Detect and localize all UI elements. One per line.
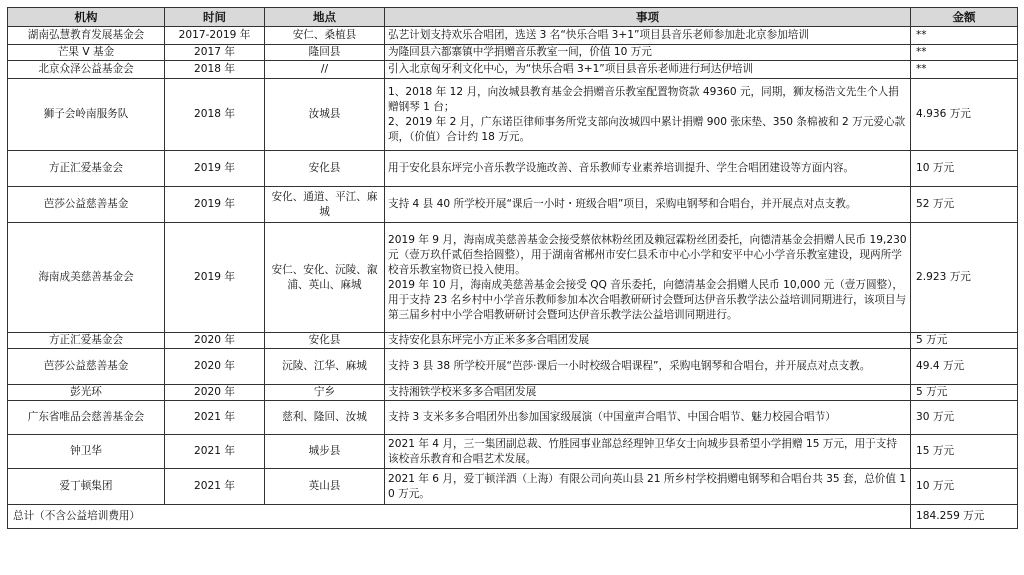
cell-desc <box>385 349 911 385</box>
table-row <box>8 385 1018 401</box>
table-row <box>8 27 1018 45</box>
cell-org: 海南成美慈善基金会 <box>8 223 165 333</box>
cell-time: 2020 年 <box>165 385 265 401</box>
cell-place: 安化县 <box>265 333 385 349</box>
cell-time: 2018 年 <box>165 79 265 151</box>
cell-desc <box>385 61 911 79</box>
desc-paragraph: 2019 年 9 月，海南成美慈善基金会接受蔡依林粉丝团及赖冠霖粉丝团委托，向德清基金会捐赠人民币 19,230 元（壹万玖仟贰佰叁拾圆整），用于湖南省郴州市安仁县禾市中心小学和安平中心小学音乐教室建设，现两所学校音乐教室物资已投入使用。 <box>388 233 907 276</box>
cell-time: 2019 年 <box>165 223 265 333</box>
cell-org: 方正汇爱基金会 <box>8 151 165 187</box>
desc-paragraph: 支持安化县东坪完小方正米多多合唱团发展 <box>388 334 590 346</box>
desc-paragraph: 为隆回县六都寨镇中学捐赠音乐教室一间，价值 10 万元 <box>388 46 652 58</box>
cell-place: 沅陵、江华、麻城 <box>265 349 385 385</box>
table-row <box>8 401 1018 435</box>
cell-desc <box>385 469 911 505</box>
donation-table <box>7 7 1018 529</box>
total-label: 总计（不含公益培训费用） <box>8 505 911 529</box>
cell-amount: 52 万元 <box>911 187 1018 223</box>
cell-org: 狮子会岭南服务队 <box>8 79 165 151</box>
total-row <box>8 505 1018 529</box>
cell-org: 广东省唯品会慈善基金会 <box>8 401 165 435</box>
cell-place: 慈利、隆回、汝城 <box>265 401 385 435</box>
cell-amount: 15 万元 <box>911 435 1018 469</box>
cell-place: // <box>265 61 385 79</box>
table-row <box>8 349 1018 385</box>
cell-time: 2020 年 <box>165 333 265 349</box>
desc-paragraph: 支持湘铁学校米多多合唱团发展 <box>388 386 537 398</box>
table-header <box>8 8 1018 27</box>
cell-desc <box>385 401 911 435</box>
cell-desc <box>385 223 911 333</box>
table-row <box>8 223 1018 333</box>
cell-place: 安仁、桑植县 <box>265 27 385 45</box>
cell-org: 钟卫华 <box>8 435 165 469</box>
desc-paragraph: 2021 年 6 月，爱丁顿洋酒（上海）有限公司向英山县 21 所乡村学校捐赠电钢琴和合唱台共 35 套，总价值 10 万元。 <box>388 472 907 500</box>
desc-paragraph: 支持 3 支米多多合唱团外出参加国家级展演（中国童声合唱节、中国合唱节、魅力校园合唱节） <box>388 411 836 423</box>
desc-paragraph: 用于安化县东坪完小音乐教学设施改善、音乐教师专业素养培训提升、学生合唱团建设等方面内容。 <box>388 162 855 174</box>
cell-place: 隆回县 <box>265 45 385 61</box>
cell-org: 方正汇爱基金会 <box>8 333 165 349</box>
table-row <box>8 151 1018 187</box>
header-row <box>8 8 1018 27</box>
header-desc: 事项 <box>385 8 911 27</box>
table-row <box>8 333 1018 349</box>
cell-place: 汝城县 <box>265 79 385 151</box>
header-place: 地点 <box>265 8 385 27</box>
table-body <box>8 27 1018 529</box>
cell-time: 2021 年 <box>165 435 265 469</box>
desc-paragraph: 引入北京匈牙利文化中心，为“快乐合唱 3+1”项目县音乐老师进行珂达伊培训 <box>388 63 754 75</box>
cell-time: 2019 年 <box>165 187 265 223</box>
table-row <box>8 435 1018 469</box>
cell-place: 安仁、安化、沅陵、溆浦、英山、麻城 <box>265 223 385 333</box>
cell-time: 2020 年 <box>165 349 265 385</box>
header-time: 时间 <box>165 8 265 27</box>
cell-amount: 5 万元 <box>911 385 1018 401</box>
cell-org: 芭莎公益慈善基金 <box>8 187 165 223</box>
cell-place: 安化县 <box>265 151 385 187</box>
cell-time: 2021 年 <box>165 469 265 505</box>
cell-desc <box>385 333 911 349</box>
header-org: 机构 <box>8 8 165 27</box>
cell-desc <box>385 187 911 223</box>
table-row <box>8 469 1018 505</box>
donation-table-wrapper <box>7 7 1017 529</box>
table-row <box>8 45 1018 61</box>
cell-amount: ** <box>911 27 1018 45</box>
desc-paragraph: 支持 3 县 38 所学校开展“芭莎·课后一小时校级合唱课程”，采购电钢琴和合唱台，并开展点对点支教。 <box>388 360 871 372</box>
desc-paragraph: 2021 年 4 月，三一集团副总裁、竹胜园事业部总经理钟卫华女士向城步县希望小学捐赠 15 万元，用于支持该校音乐教育和合唱艺术发展。 <box>388 437 897 465</box>
cell-desc <box>385 79 911 151</box>
desc-paragraph: 1、2018 年 12 月，向汝城县教育基金会捐赠音乐教室配置物资款 49360 元，同期，狮友杨浩文先生个人捐赠钢琴 1 台； <box>388 85 899 113</box>
cell-amount: 10 万元 <box>911 151 1018 187</box>
cell-amount: ** <box>911 45 1018 61</box>
cell-time: 2021 年 <box>165 401 265 435</box>
header-amount: 金额 <box>911 8 1018 27</box>
desc-paragraph: 2、2019 年 2 月，广东诺臣律师事务所党支部向汝城四中累计捐赠 900 张床垫、350 条棉被和 2 万元爱心款项，（价值）合计约 18 万元。 <box>388 115 906 143</box>
cell-time: 2018 年 <box>165 61 265 79</box>
cell-amount: 10 万元 <box>911 469 1018 505</box>
cell-org: 芒果 V 基金 <box>8 45 165 61</box>
cell-desc <box>385 151 911 187</box>
cell-desc <box>385 385 911 401</box>
cell-time: 2017 年 <box>165 45 265 61</box>
cell-org: 彭光环 <box>8 385 165 401</box>
cell-org: 北京众泽公益基金会 <box>8 61 165 79</box>
cell-org: 爱丁顿集团 <box>8 469 165 505</box>
table-row <box>8 187 1018 223</box>
cell-desc <box>385 27 911 45</box>
table-row <box>8 79 1018 151</box>
cell-amount: 49.4 万元 <box>911 349 1018 385</box>
cell-org: 芭莎公益慈善基金 <box>8 349 165 385</box>
table-row <box>8 61 1018 79</box>
cell-desc <box>385 45 911 61</box>
cell-amount: 4.936 万元 <box>911 79 1018 151</box>
cell-amount: 30 万元 <box>911 401 1018 435</box>
cell-place: 宁乡 <box>265 385 385 401</box>
cell-desc <box>385 435 911 469</box>
total-amount: 184.259 万元 <box>911 505 1018 529</box>
cell-place: 英山县 <box>265 469 385 505</box>
cell-org: 湖南弘慧教育发展基金会 <box>8 27 165 45</box>
cell-amount: 2.923 万元 <box>911 223 1018 333</box>
cell-amount: 5 万元 <box>911 333 1018 349</box>
cell-place: 安化、通道、平江、麻城 <box>265 187 385 223</box>
desc-paragraph: 弘艺计划支持欢乐合唱团，选送 3 名“快乐合唱 3+1”项目县音乐老师参加赴北京参加培训 <box>388 29 809 41</box>
desc-paragraph: 支持 4 县 40 所学校开展“课后一小时・班级合唱”项目，采购电钢琴和合唱台，并开展点对点支教。 <box>388 198 857 210</box>
cell-time: 2019 年 <box>165 151 265 187</box>
cell-amount: ** <box>911 61 1018 79</box>
cell-time: 2017-2019 年 <box>165 27 265 45</box>
cell-place: 城步县 <box>265 435 385 469</box>
desc-paragraph: 2019 年 10 月，海南成美慈善基金会接受 QQ 音乐委托，向德清基金会捐赠人民币 10,000 元（壹万圆整），用于支持 23 名乡村中小学音乐教师参加本次合唱教研研讨会暨珂达伊音乐教学法公益培训同期进行，该项目与第三届乡村中小学合唱教研研讨会暨珂达伊音乐教学法公益培训同期进行。 <box>388 278 907 321</box>
